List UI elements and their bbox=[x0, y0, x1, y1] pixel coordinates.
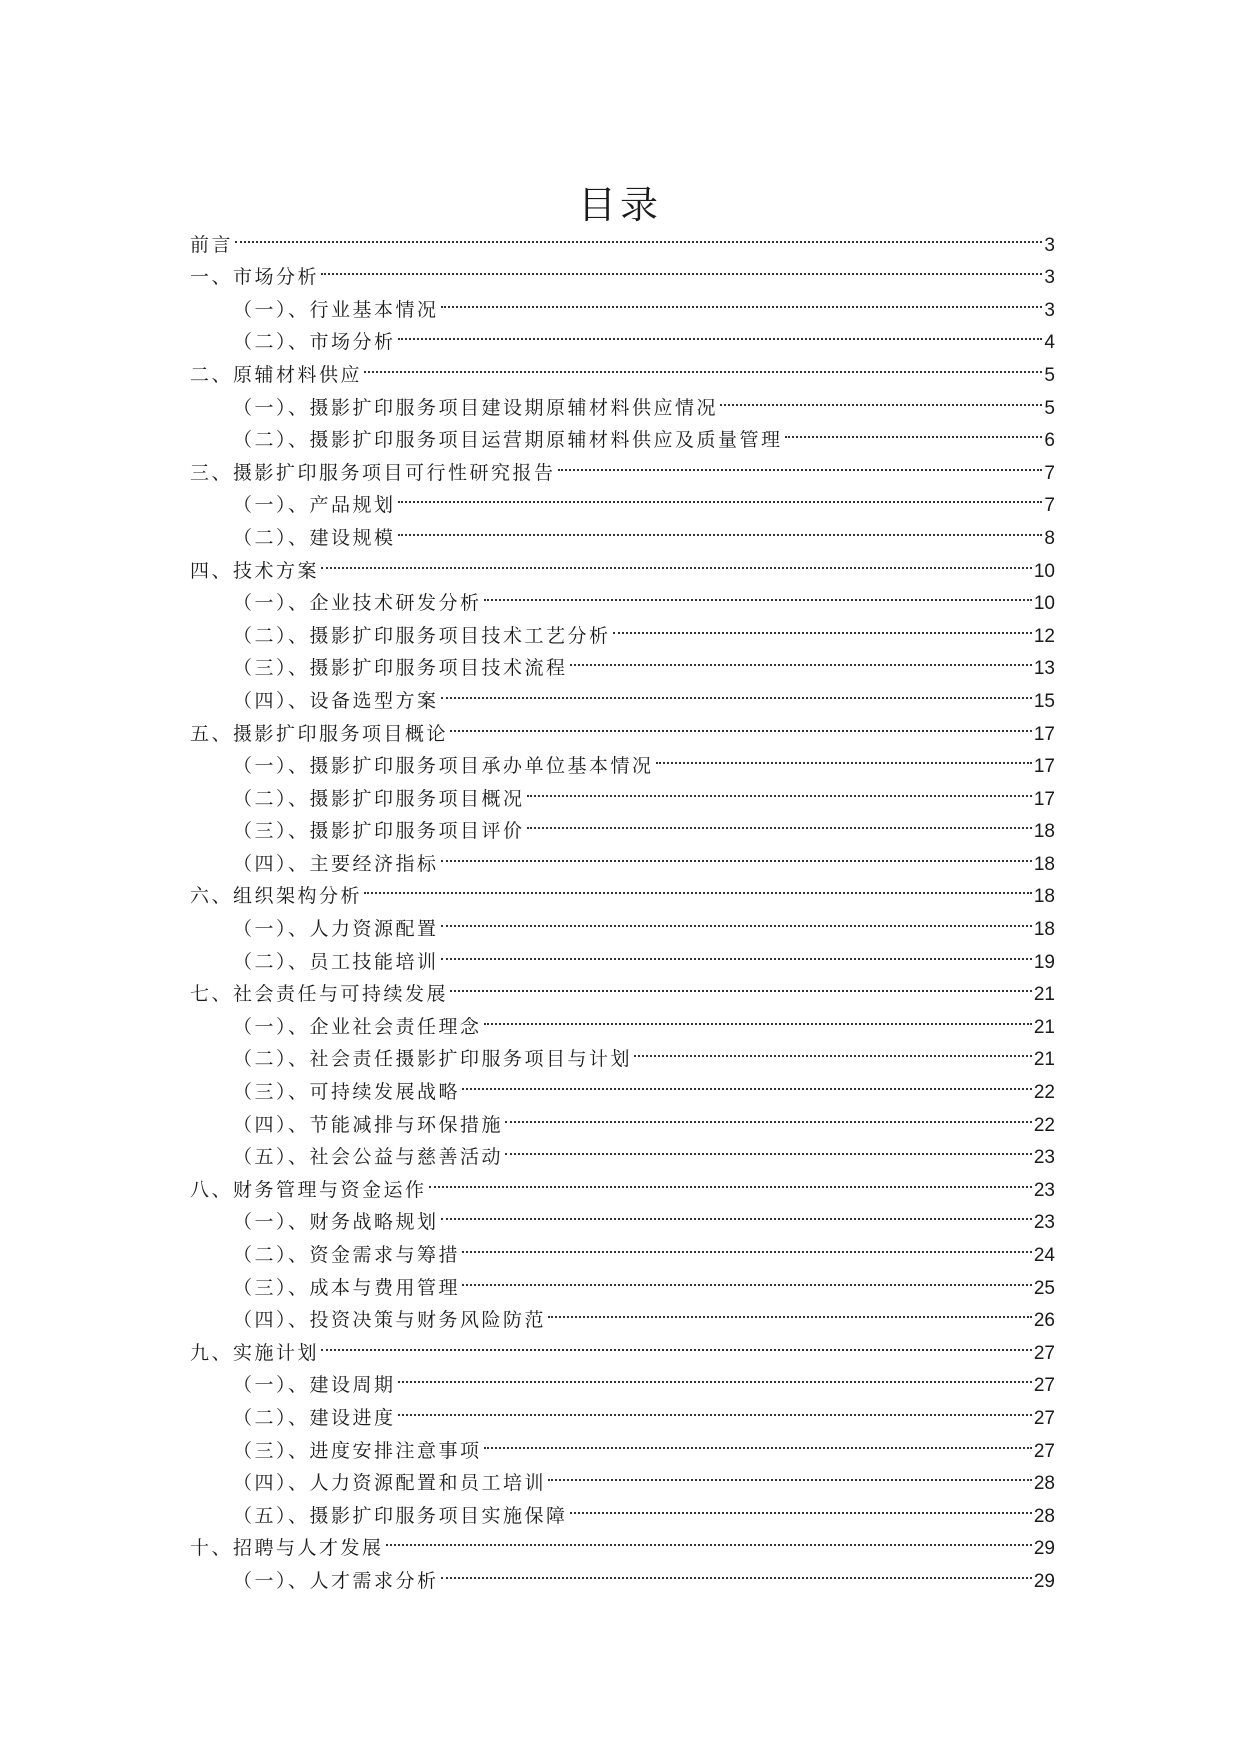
toc-entry-label: （四）、人力资源配置和员工培训 bbox=[233, 1472, 547, 1495]
dot-leader bbox=[462, 1261, 1032, 1294]
toc-entry-label: 三、摄影扩印服务项目可行性研究报告 bbox=[190, 461, 556, 484]
toc-entry-page-number: 29 bbox=[1033, 1570, 1055, 1592]
dot-leader bbox=[321, 1326, 1032, 1359]
toc-entry-page-number: 13 bbox=[1033, 658, 1055, 680]
toc-entry-label: （五）、摄影扩印服务项目实施保障 bbox=[233, 1504, 568, 1527]
toc-entry-page-number: 21 bbox=[1033, 1049, 1055, 1071]
dot-leader bbox=[720, 381, 1042, 414]
toc-entry-page-number: 4 bbox=[1044, 332, 1055, 354]
dot-leader bbox=[462, 1065, 1032, 1098]
toc-entry-page-number: 17 bbox=[1033, 756, 1055, 778]
toc-entry-page-number: 15 bbox=[1033, 690, 1055, 712]
dot-leader bbox=[527, 772, 1032, 805]
toc-entry-page-number: 17 bbox=[1033, 723, 1055, 745]
dot-leader bbox=[398, 316, 1043, 349]
toc-entry-label: 九、实施计划 bbox=[190, 1341, 320, 1364]
dot-leader bbox=[429, 1163, 1032, 1196]
toc-entry-page-number: 3 bbox=[1044, 299, 1055, 321]
toc-entry-page-number: 18 bbox=[1033, 919, 1055, 941]
toc-entry-page-number: 18 bbox=[1033, 853, 1055, 875]
toc-entry-page-number: 28 bbox=[1033, 1505, 1055, 1527]
dot-leader bbox=[613, 609, 1032, 642]
toc-entry-label: （一）、摄影扩印服务项目承办单位基本情况 bbox=[233, 755, 654, 778]
dot-leader bbox=[505, 1131, 1032, 1164]
dot-leader bbox=[548, 1294, 1032, 1327]
toc-entry-label: 十、招聘与人才发展 bbox=[190, 1537, 384, 1560]
toc-entry-label: （三）、摄影扩印服务项目评价 bbox=[233, 820, 525, 843]
dot-leader bbox=[450, 968, 1032, 1001]
toc-entry-page-number: 5 bbox=[1044, 364, 1055, 386]
dot-leader bbox=[441, 1196, 1032, 1229]
toc-entry-page-number: 27 bbox=[1033, 1375, 1055, 1397]
dot-leader bbox=[441, 837, 1032, 870]
toc-entry-label: 二、原辅材料供应 bbox=[190, 363, 363, 386]
toc-entry-page-number: 18 bbox=[1033, 821, 1055, 843]
toc-entry-label: （五）、社会公益与慈善活动 bbox=[233, 1146, 504, 1169]
dot-leader bbox=[386, 1522, 1032, 1555]
toc-entry-label: （三）、可持续发展战略 bbox=[233, 1081, 461, 1104]
dot-leader bbox=[398, 479, 1043, 512]
toc-entry-page-number: 21 bbox=[1033, 1016, 1055, 1038]
dot-leader bbox=[441, 902, 1032, 935]
toc-entry-page-number: 23 bbox=[1033, 1212, 1055, 1234]
dot-leader bbox=[484, 1000, 1032, 1033]
toc-entry-label: （四）、设备选型方案 bbox=[233, 689, 439, 712]
dot-leader bbox=[570, 642, 1032, 675]
toc-entry-label: （二）、资金需求与筹措 bbox=[233, 1244, 461, 1266]
toc-entry-label: （一）、企业社会责任理念 bbox=[233, 1015, 482, 1038]
dot-leader bbox=[484, 1424, 1032, 1457]
toc-entry-page-number: 26 bbox=[1033, 1310, 1055, 1332]
toc-entry-label: （二）、摄影扩印服务项目概况 bbox=[233, 787, 525, 810]
toc-entry-page-number: 17 bbox=[1033, 788, 1055, 810]
toc-entry-page-number: 21 bbox=[1033, 984, 1055, 1006]
toc-entry-page-number: 12 bbox=[1033, 625, 1055, 647]
toc-entry-label: （四）、节能减排与环保措施 bbox=[233, 1113, 504, 1136]
toc-entry-label: （一）、企业技术研发分析 bbox=[233, 592, 482, 615]
toc-title: 目录 bbox=[577, 183, 662, 228]
toc-section-entry[interactable] bbox=[190, 577, 1055, 615]
toc-entry-page-number: 29 bbox=[1033, 1538, 1055, 1560]
toc-entry-page-number: 28 bbox=[1033, 1473, 1055, 1495]
toc-entry-label: （三）、进度安排注意事项 bbox=[233, 1439, 482, 1462]
dot-leader bbox=[548, 1457, 1032, 1490]
toc-entry-label: 七、社会责任与可持续发展 bbox=[190, 983, 449, 1006]
toc-entry-label: （一）、人才需求分析 bbox=[233, 1569, 439, 1592]
dot-leader bbox=[505, 1098, 1032, 1131]
toc-section-entry[interactable] bbox=[190, 283, 1055, 321]
toc-chapter-entry[interactable] bbox=[190, 218, 1055, 256]
toc-entry-page-number: 3 bbox=[1044, 267, 1055, 289]
dot-leader bbox=[364, 348, 1042, 381]
toc-list bbox=[190, 218, 1055, 1592]
toc-entry-page-number: 18 bbox=[1033, 886, 1055, 908]
dot-leader bbox=[570, 1489, 1032, 1522]
toc-entry-label: 四、技术方案 bbox=[190, 559, 320, 582]
dot-leader bbox=[527, 805, 1032, 838]
toc-section-entry[interactable] bbox=[190, 1359, 1055, 1397]
dot-leader bbox=[321, 251, 1042, 284]
toc-entry-page-number: 24 bbox=[1033, 1245, 1055, 1266]
toc-entry-label: （一）、建设周期 bbox=[233, 1374, 396, 1397]
toc-entry-page-number: 22 bbox=[1033, 1082, 1055, 1104]
toc-entry-label: （二）、摄影扩印服务项目技术工艺分析 bbox=[233, 624, 611, 647]
toc-entry-label: （二）、建设规模 bbox=[233, 526, 396, 549]
toc-entry-label: （三）、摄影扩印服务项目技术流程 bbox=[233, 657, 568, 680]
dot-leader bbox=[484, 577, 1032, 610]
dot-leader bbox=[462, 1228, 1032, 1261]
dot-leader bbox=[398, 1391, 1032, 1424]
toc-entry-page-number: 5 bbox=[1044, 397, 1055, 419]
toc-entry-label: （一）、人力资源配置 bbox=[233, 918, 439, 941]
toc-entry-page-number: 8 bbox=[1044, 527, 1055, 549]
dot-leader bbox=[441, 674, 1032, 707]
toc-entry-label: （三）、成本与费用管理 bbox=[233, 1276, 461, 1299]
toc-entry-label: （一）、产品规划 bbox=[233, 494, 396, 517]
dot-leader bbox=[656, 740, 1032, 773]
toc-entry-page-number: 3 bbox=[1044, 234, 1055, 256]
dot-leader bbox=[785, 414, 1043, 447]
dot-leader bbox=[321, 544, 1032, 577]
toc-entry-label: （二）、建设进度 bbox=[233, 1406, 396, 1429]
toc-entry-label: （二）、社会责任摄影扩印服务项目与计划 bbox=[233, 1048, 633, 1071]
toc-entry-label: （二）、市场分析 bbox=[233, 331, 396, 354]
toc-entry-label: 前言 bbox=[190, 233, 234, 256]
dot-leader bbox=[398, 511, 1043, 544]
toc-entry-page-number: 23 bbox=[1033, 1147, 1055, 1169]
dot-leader bbox=[364, 870, 1032, 903]
toc-entry-page-number: 27 bbox=[1033, 1342, 1055, 1364]
dot-leader bbox=[634, 1033, 1032, 1066]
toc-entry-label: 一、市场分析 bbox=[190, 266, 320, 289]
toc-entry-page-number: 19 bbox=[1033, 951, 1055, 973]
toc-entry-label: （四）、主要经济指标 bbox=[233, 852, 439, 875]
dot-leader bbox=[441, 283, 1043, 316]
toc-entry-page-number: 22 bbox=[1033, 1114, 1055, 1136]
toc-entry-page-number: 6 bbox=[1044, 430, 1055, 452]
toc-entry-label: （四）、投资决策与财务风险防范 bbox=[233, 1309, 547, 1332]
toc-entry-label: （一）、摄影扩印服务项目建设期原辅材料供应情况 bbox=[233, 396, 719, 419]
dot-leader bbox=[441, 935, 1032, 968]
toc-entry-page-number: 27 bbox=[1033, 1440, 1055, 1462]
dot-leader bbox=[441, 1554, 1032, 1587]
toc-entry-label: （二）、摄影扩印服务项目运营期原辅材料供应及质量管理 bbox=[233, 429, 783, 452]
dot-leader bbox=[398, 1359, 1032, 1392]
toc-entry-page-number: 7 bbox=[1044, 495, 1055, 517]
toc-entry-label: 八、财务管理与资金运作 bbox=[190, 1178, 427, 1201]
toc-entry-label: 六、组织架构分析 bbox=[190, 885, 363, 908]
toc-entry-page-number: 10 bbox=[1033, 560, 1055, 582]
dot-leader bbox=[235, 218, 1042, 251]
toc-entry-page-number: 7 bbox=[1044, 462, 1055, 484]
dot-leader bbox=[558, 446, 1043, 479]
toc-entry-label: （二）、员工技能培训 bbox=[233, 950, 439, 973]
dot-leader bbox=[450, 707, 1032, 740]
toc-entry-label: 五、摄影扩印服务项目概论 bbox=[190, 722, 449, 745]
toc-entry-label: （一）、行业基本情况 bbox=[233, 298, 439, 321]
toc-entry-page-number: 23 bbox=[1033, 1179, 1055, 1201]
toc-entry-page-number: 27 bbox=[1033, 1407, 1055, 1429]
toc-entry-page-number: 25 bbox=[1033, 1277, 1055, 1299]
toc-entry-label: （一）、财务战略规划 bbox=[233, 1211, 439, 1234]
toc-chapter-entry[interactable] bbox=[190, 251, 1055, 289]
toc-entry-page-number: 10 bbox=[1033, 593, 1055, 615]
